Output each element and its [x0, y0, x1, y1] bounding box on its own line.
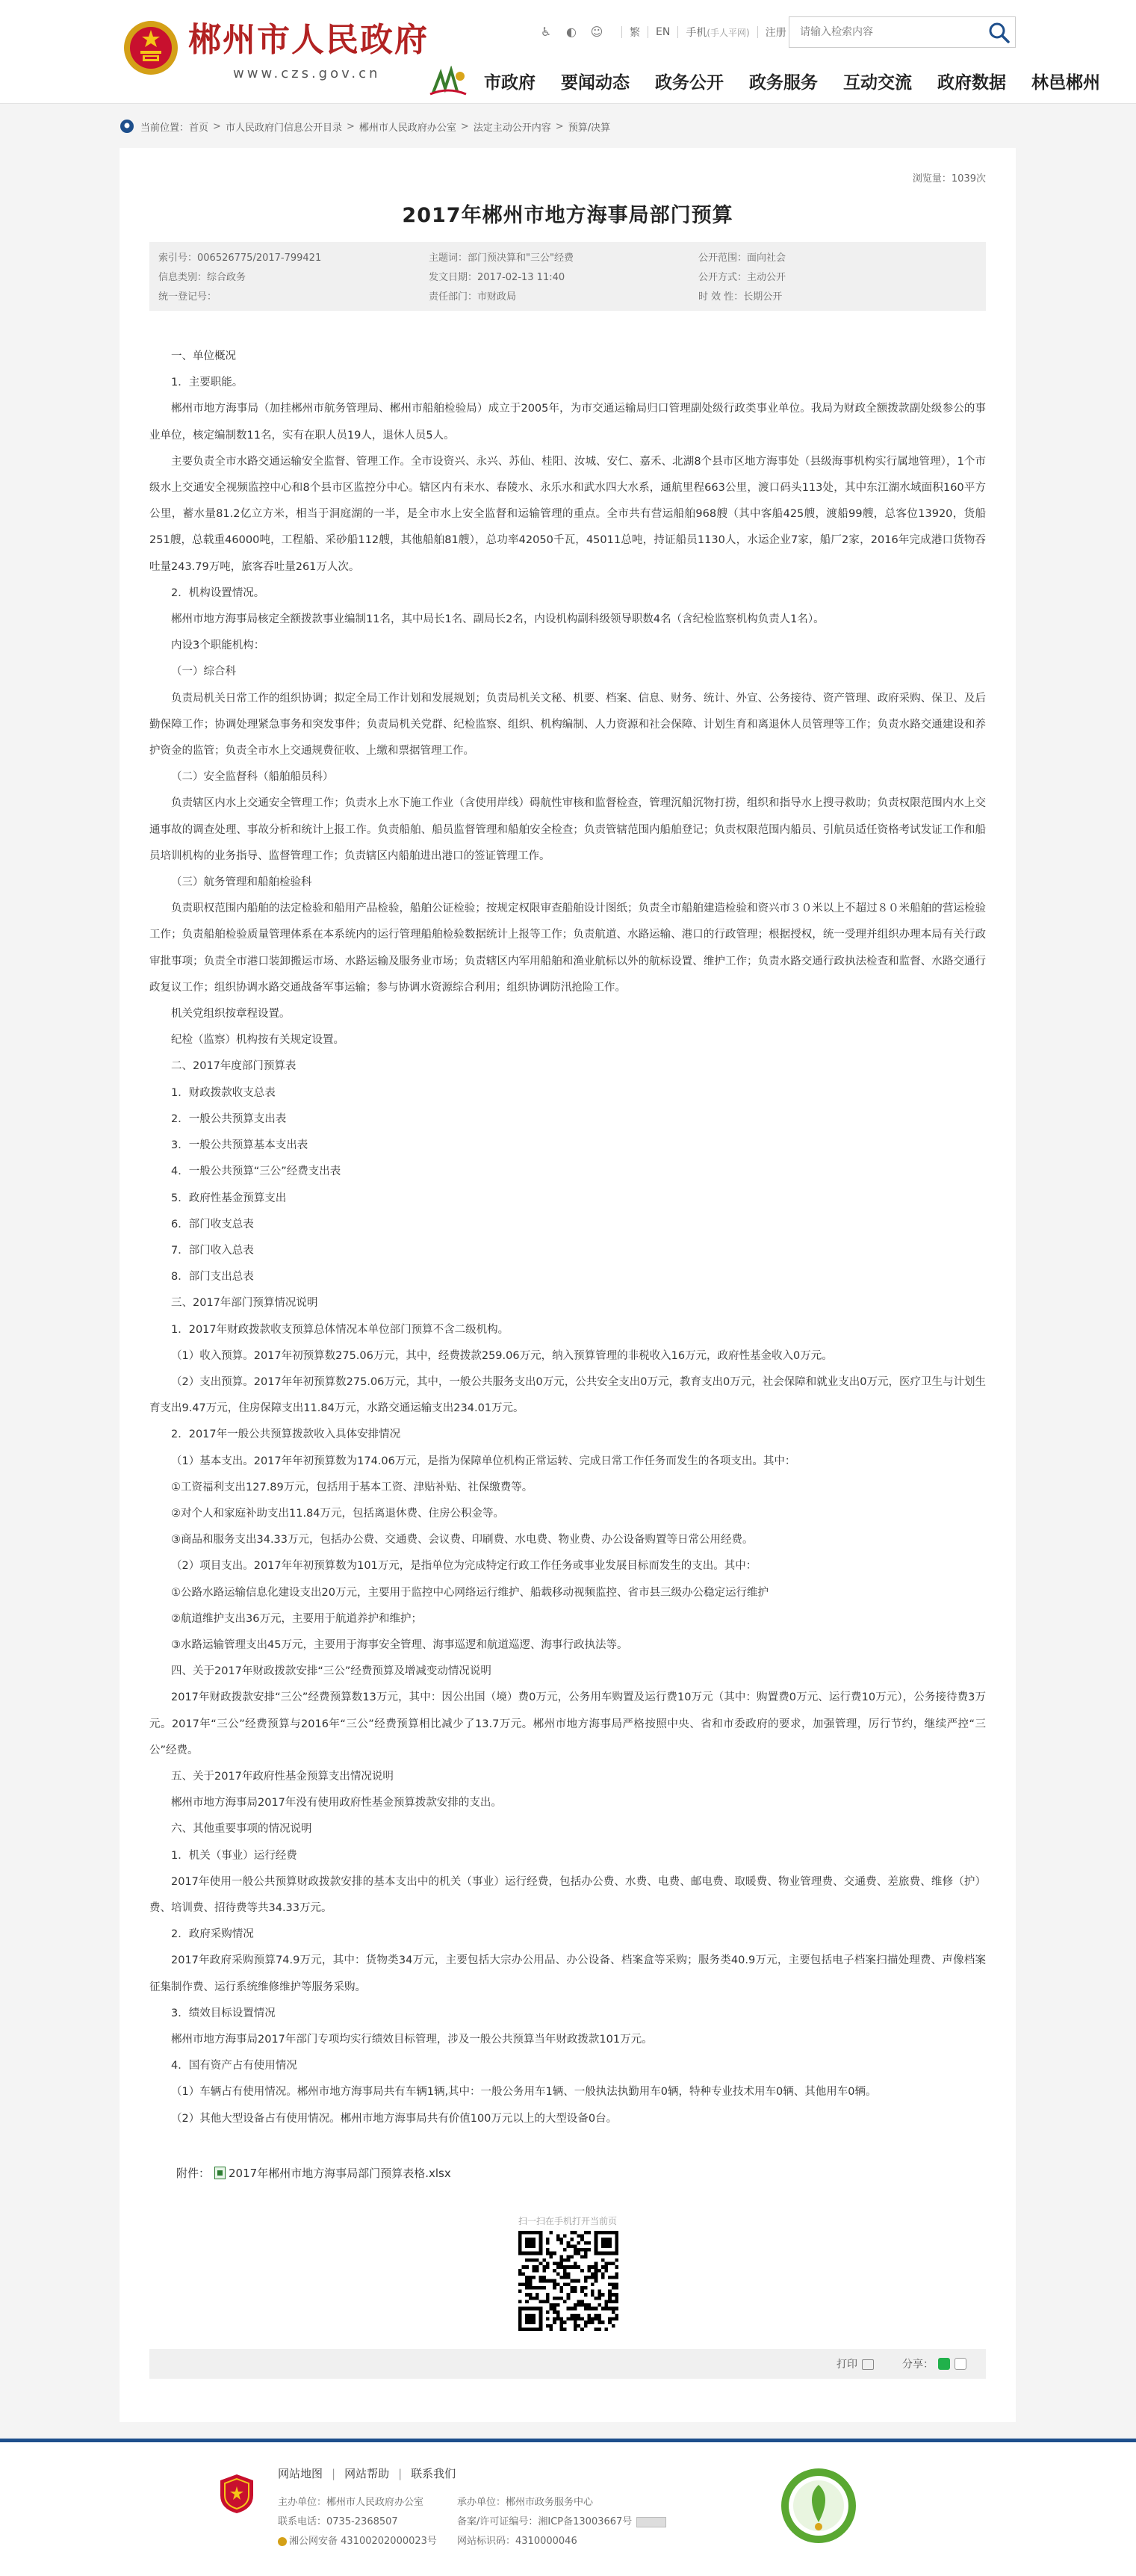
search-icon[interactable]: [988, 22, 1011, 44]
print-button[interactable]: [837, 2356, 874, 2371]
national-emblem-logo[interactable]: [121, 18, 181, 78]
article-paragraph: 一、单位概况: [171, 350, 236, 362]
article-paragraph: ②航道维护支出36万元，主要用于航道养护和维护；: [171, 1612, 422, 1625]
reading-mode-icon[interactable]: ◐: [566, 25, 577, 39]
mobile-sub-label: (手人平网): [707, 27, 750, 38]
footer-host: 主办单位：郴州市人民政府办公室: [278, 2497, 424, 2508]
article-paragraph: ③水路运输管理支出45万元，主要用于海事安全管理、海事巡逻和航道巡逻、海事行政执法等。: [171, 1638, 628, 1651]
search-box: [789, 16, 1016, 48]
article-paragraph: （1）车辆占有使用情况。郴州市地方海事局共有车辆1辆,其中：一般公务用车1辆、一般执法执勤用车0辆，特种专业技术用车0辆、其他用车0辆。: [171, 2086, 877, 2099]
site-footer: [0, 2439, 1136, 2576]
footer-top-bar: [0, 2439, 1136, 2442]
breadcrumb-separator: >: [346, 120, 355, 132]
site-header: [0, 0, 1136, 104]
nav-item-news[interactable]: 要闻动态: [561, 73, 630, 93]
article-paragraph: 郴州市地方海事局2017年部门专项均实行绩效目标管理，涉及一般公共预算当年财政拨款101万元。: [171, 2034, 653, 2046]
article-paragraph: 3．绩效目标设置情况: [171, 2007, 276, 2019]
article-paragraph: 主要负责全市水路交通运输安全监督、管理工作。全市设资兴、永兴、苏仙、桂阳、汝城、安仁、嘉禾、北湖8个县市区地方海事处（县级海事机构实行属地管理），1个市级水上交通安全视频监控中心和8个县市区监控分中心。辖区内有耒水、春陵水、永乐水和武水四大水系，通航里程663公里，渡口码头113处，其中东江湖水域面积160平方公里，蓄水量81.2亿立方米，相当于洞庭湖的一半，是全市水上安全监督和运输管理的重点。全市共有营运船舶968艘（其中客船425艘，渡船99艘，总客位13920，货船251艘，总载重46000吨，工程船、采砂船112艘，其他船舶81艘），总功率42050千瓦，45011总吨，持证船员1130人，水运企业7家，船厂2家，2016年完成港口货物吞吐量243.79万吨，旅客吞吐量261万人次。: [149, 455, 986, 573]
article-paragraph: 纪检（监察）机构按有关规定设置。: [171, 1034, 344, 1047]
breadcrumb-label: 当前位置：: [140, 122, 190, 134]
nav-item-gov-services[interactable]: 政务服务: [749, 73, 818, 93]
breadcrumb-item-home[interactable]: 首页: [189, 122, 209, 134]
meta-unified-no: 统一登记号：: [158, 291, 217, 303]
footer-links: [278, 2465, 456, 2481]
meta-method: 公开方式：主动公开: [698, 272, 786, 283]
footer-icp-text: 备案/许可证编号：湘ICP备13003667号: [457, 2516, 633, 2527]
divider: [677, 26, 678, 38]
nav-item-linyi-chenzhou[interactable]: 林邑郴州: [1031, 73, 1100, 93]
more-share-icon[interactable]: [955, 2358, 966, 2370]
qr-caption: 扫一扫在手机打开当前页: [518, 2216, 617, 2226]
article-body: [149, 344, 986, 2132]
divider: |: [398, 2467, 403, 2480]
breadcrumb-item-catalog[interactable]: 市人民政府门信息公开目录: [225, 122, 342, 134]
breadcrumb-separator: >: [213, 120, 221, 132]
attachment-row: [176, 2165, 451, 2181]
meta-category: 信息类别：综合政务: [158, 272, 246, 283]
article-paragraph: 1．财政拨款收支总表: [171, 1086, 276, 1099]
article-paragraph: 2．一般公共预算支出表: [171, 1112, 287, 1125]
footer-phone: 联系电话：0735-2368507: [278, 2516, 398, 2527]
article-paragraph: 内设3个职能机构：: [171, 640, 265, 652]
article-paragraph: 1．机关（事业）运行经费: [171, 1849, 297, 1862]
article-paragraph: （2）支出预算。2017年年初预算数275.06万元，其中，一般公共服务支出0万元，公共安全支出0万元，教育支出0万元，社会保障和就业支出0万元，医疗卫生与计划生育支出9.47万元，住房保障支出11.84万元，水路交通运输支出234.01万元。: [149, 1375, 986, 1415]
nav-item-interaction[interactable]: 互动交流: [843, 73, 912, 93]
footer-link-sitemap[interactable]: 网站地图: [278, 2467, 323, 2480]
article-paragraph: 5．政府性基金预算支出: [171, 1192, 287, 1204]
footer-link-contact[interactable]: 联系我们: [411, 2467, 456, 2480]
share-group: [902, 2356, 966, 2371]
article-paragraph: 2．政府采购情况: [171, 1928, 254, 1941]
article-toolbar: [149, 2349, 986, 2379]
article-paragraph: 3．一般公共预算基本支出表: [171, 1139, 308, 1152]
footer-police-record[interactable]: [278, 2533, 437, 2547]
article-paragraph: 郴州市地方海事局（加挂郴州市航务管理局、郴州市船舶检验局）成立于2005年，为市交通运输局归口管理副处级行政类事业单位。我局为财政全额拨款副处级参公的事业单位，核定编制数11名，实有在职人员19人，退休人员5人。: [149, 403, 986, 442]
attachment-link[interactable]: 2017年郴州市地方海事局部门预算表格.xlsx: [229, 2167, 451, 2180]
icp-badge-icon: [636, 2517, 666, 2527]
article-paragraph: 四、关于2017年财政拨款安排“三公”经费预算及增减变动情况说明: [171, 1665, 491, 1678]
article-paragraph: （1）收入预算。2017年初预算数275.06万元，其中，经费拨款259.06万元，纳入预算管理的非税收入16万元，政府性基金收入0万元。: [171, 1349, 833, 1362]
share-label: 分享：: [902, 2359, 934, 2371]
nav-item-city-government[interactable]: 市政府: [484, 73, 536, 93]
article-paragraph: 8．部门支出总表: [171, 1271, 254, 1284]
elderly-mode-icon[interactable]: ☺: [590, 25, 603, 39]
search-input[interactable]: [789, 17, 981, 47]
breadcrumb-item-statutory[interactable]: 法定主动公开内容: [473, 122, 551, 134]
meta-responsible-dept: 责任部门：市财政局: [429, 291, 517, 303]
footer-link-help[interactable]: 网站帮助: [344, 2467, 390, 2480]
qr-code: [518, 2231, 618, 2331]
article-paragraph: 4．一般公共预算“三公”经费支出表: [171, 1165, 341, 1178]
footer-site-code: 网站标识码：4310000046: [457, 2536, 577, 2547]
article-panel: [120, 148, 1016, 2422]
meta-scope: 公开范围：面向社会: [698, 253, 786, 264]
article-paragraph: 负责局机关日常工作的组织协调；拟定全局工作计划和发展规划；负责局机关文秘、机要、档案、信息、财务、统计、外宣、公务接待、资产管理、政府采购、保卫、及后勤保障工作；协调处理紧急事务和突发事件；负责局机关党群、纪检监察、组织、机构编制、人力资源和社会保障、计划生育和离退休人员管理等工作；负责水路交通建设和养护资金的监管；负责全市水上交通规费征收、上缴和票据管理工作。: [149, 692, 986, 758]
article-paragraph: （三）航务管理和船舶检验科: [171, 876, 312, 889]
location-icon: [120, 119, 134, 134]
article-paragraph: 二、2017年度部门预算表: [171, 1060, 297, 1073]
divider: |: [332, 2467, 336, 2480]
article-paragraph: 2017年政府采购预算74.9万元，其中：货物类34万元，主要包括大宗办公用品、办公设备、档案盒等采购；服务类40.9万元，主要包括电子档案扫描处理费、声像档案征集制作费、运行系统维修维护等服务采购。: [149, 1954, 986, 1993]
article-paragraph: 五、关于2017年政府性基金预算支出情况说明: [171, 1770, 394, 1783]
wechat-share-icon[interactable]: [938, 2358, 950, 2370]
article-paragraph: ②对个人和家庭补助支出11.84万元，包括离退休费、住房公积金等。: [171, 1507, 505, 1520]
police-badge-icon: [278, 2537, 287, 2546]
breadcrumb-separator: >: [460, 120, 469, 132]
accessibility-icon[interactable]: ♿: [540, 25, 552, 39]
breadcrumb-item-budget[interactable]: 预算/决算: [568, 122, 611, 134]
article-paragraph: 1．主要职能。: [171, 377, 243, 389]
article-paragraph: 机关党组织按章程设置。: [171, 1008, 291, 1021]
gov-website-cert-icon[interactable]: [780, 2467, 857, 2545]
breadcrumb: [120, 115, 610, 137]
article-paragraph: （二）安全监督科（船舶船员科）: [171, 771, 334, 784]
site-url: www.czs.gov.cn: [233, 66, 381, 81]
article-paragraph: 2．机构设置情况。: [171, 586, 265, 599]
meta-validity: 时 效 性：长期公开: [698, 291, 783, 303]
article-paragraph: （一）综合科: [171, 666, 236, 678]
excel-file-icon: [214, 2167, 226, 2179]
article-paragraph: 2．2017年一般公共预算拨款收入具体安排情况: [171, 1428, 401, 1441]
meta-topic: 主题词：部门预决算和"三公"经费: [429, 253, 574, 264]
divider: [757, 26, 758, 38]
print-label: 打印: [837, 2359, 857, 2371]
footer-organizer: 承办单位：郴州市政务服务中心: [457, 2497, 594, 2508]
article-paragraph: 4．国有资产占有使用情况: [171, 2060, 297, 2072]
attachment-label: 附件：: [176, 2167, 211, 2180]
article-paragraph: 2017年财政拨款安排“三公”经费预算数13万元，其中：因公出国（境）费0万元，公务用车购置及运行费10万元（其中：购置费0万元、运行费10万元），公务接待费3万元。2017年“三公”经费预算与2016年“三公”经费预算相比减少了13.7万元。郴州市地方海事局严格按照中央、省和市委政府的要求，加强管理，厉行节约，继续严控“三公”经费。: [149, 1691, 986, 1756]
mobile-link[interactable]: 手机: [686, 27, 707, 39]
article-paragraph: ③商品和服务支出34.33万元，包括办公费、交通费、会议费、印刷费、水电费、物业费、办公设备购置等日常公用经费。: [171, 1534, 754, 1546]
divider: [621, 26, 622, 38]
footer-police-text: 湘公网安备 43100202000023号: [289, 2536, 437, 2547]
article-paragraph: 7．部门收入总表: [171, 1244, 254, 1257]
english-link[interactable]: EN: [656, 26, 671, 38]
breadcrumb-item-office[interactable]: 郴州市人民政府办公室: [359, 122, 456, 134]
nav-item-gov-disclosure[interactable]: 政务公开: [655, 73, 724, 93]
article-paragraph: 负责辖区内水上交通安全管理工作；负责水上水下施工作业（含使用岸线）碍航性审核和监督检查，管理沉船沉物打捞，组织和指导水上搜寻救助；负责权限范围内水上交通事故的调查处理、事故分析和统计上报工作。负责船舶、船员监督管理和船舶安全检查；负责管辖范围内船舶登记；负责权限范围内船员、引航员适任资格考试发证工作和船员培训机构的业务指导、监督管理工作；负责辖区内船舶进出港口的签证管理工作。: [149, 797, 986, 862]
article-paragraph: ①工资福利支出127.89万元，包括用于基本工资、津贴补贴、社保缴费等。: [171, 1481, 533, 1493]
article-paragraph: 三、2017年部门预算情况说明: [171, 1297, 318, 1310]
article-paragraph: （2）项目支出。2017年年初预算数为101万元，是指单位为完成特定行政工作任务或事业发展目标而发生的支出。其中：: [171, 1560, 757, 1573]
article-paragraph: 6．部门收支总表: [171, 1218, 254, 1230]
article-paragraph: ①公路水路运输信息化建设支出20万元，主要用于监控中心网络运行维护、船载移动视频监控、省市县三级办公稳定运行维护: [171, 1586, 769, 1599]
traditional-chinese-link[interactable]: 繁: [630, 27, 640, 39]
article-meta-box: [149, 242, 986, 311]
article-paragraph: （2）其他大型设备占有使用情况。郴州市地方海事局共有价值100万元以上的大型设备0台。: [171, 2112, 618, 2125]
nav-item-gov-data[interactable]: 政府数据: [937, 73, 1006, 93]
article-paragraph: 郴州市地方海事局2017年没有使用政府性基金预算拨款安排的支出。: [171, 1797, 502, 1809]
article-paragraph: 1．2017年财政拨款收支预算总体情况本单位部门预算不含二级机构。: [171, 1323, 509, 1336]
party-gov-badge-icon[interactable]: [218, 2473, 255, 2515]
article-paragraph: 六、其他重要事项的情况说明: [171, 1823, 312, 1836]
main-nav: [484, 70, 1100, 96]
article-paragraph: 郴州市地方海事局核定全额拨款事业编制11名，其中局长1名、副局长2名，内设机构副科级领导职数4名（含纪检监察机构负责人1名）。: [171, 613, 825, 626]
register-link[interactable]: 注册: [765, 27, 786, 39]
site-name[interactable]: 郴州市人民政府: [188, 21, 429, 59]
article-paragraph: 负责职权范围内船舶的法定检验和船用产品检验，船舶公证检验；按规定权限审查船舶设计图纸；负责全市船舶建造检验和资兴市３０米以上不超过８０米船舶的营运检验工作；负责船舶检验质量管理体系在本系统内的运行管理船舶检验数据统计上报等工作；负责航道、水路运输、港口的行政管理；根据授权，统一受理并组织办理本局有关行政审批事项；负责全市港口装卸搬运市场、水路运输及服务业市场；负责辖区内军用船舶和渔业航标以外的航标设置、维护工作；负责水路交通行政执法检查和监督、水路交通行政复议工作；组织协调水路交通战备军事运输；参与协调水资源综合利用；组织协调防汛抢险工作。: [149, 902, 986, 994]
article-paragraph: （1）基本支出。2017年年初预算数为174.06万元，是指为保障单位机构正常运转、完成日常工作任务而发生的各项支出。其中：: [171, 1455, 796, 1467]
meta-publish-date: 发文日期：2017-02-13 11:40: [429, 272, 565, 283]
printer-icon: [862, 2359, 874, 2370]
view-count: 浏览量：1039次: [912, 173, 986, 185]
nav-decor-logo: [429, 66, 468, 99]
page-title: 2017年郴州市地方海事局部门预算: [402, 204, 733, 227]
breadcrumb-separator: >: [555, 120, 564, 132]
utility-bar: [538, 22, 786, 42]
article-paragraph: 2017年使用一般公共预算财政拨款安排的基本支出中的机关（事业）运行经费，包括办公费、水费、电费、邮电费、取暖费、物业管理费、交通费、差旅费、维修（护）费、培训费、招待费等共34.33万元。: [149, 1875, 986, 1914]
meta-index-no: 索引号：006526775/2017-799421: [158, 253, 322, 264]
footer-icp[interactable]: [457, 2513, 666, 2527]
